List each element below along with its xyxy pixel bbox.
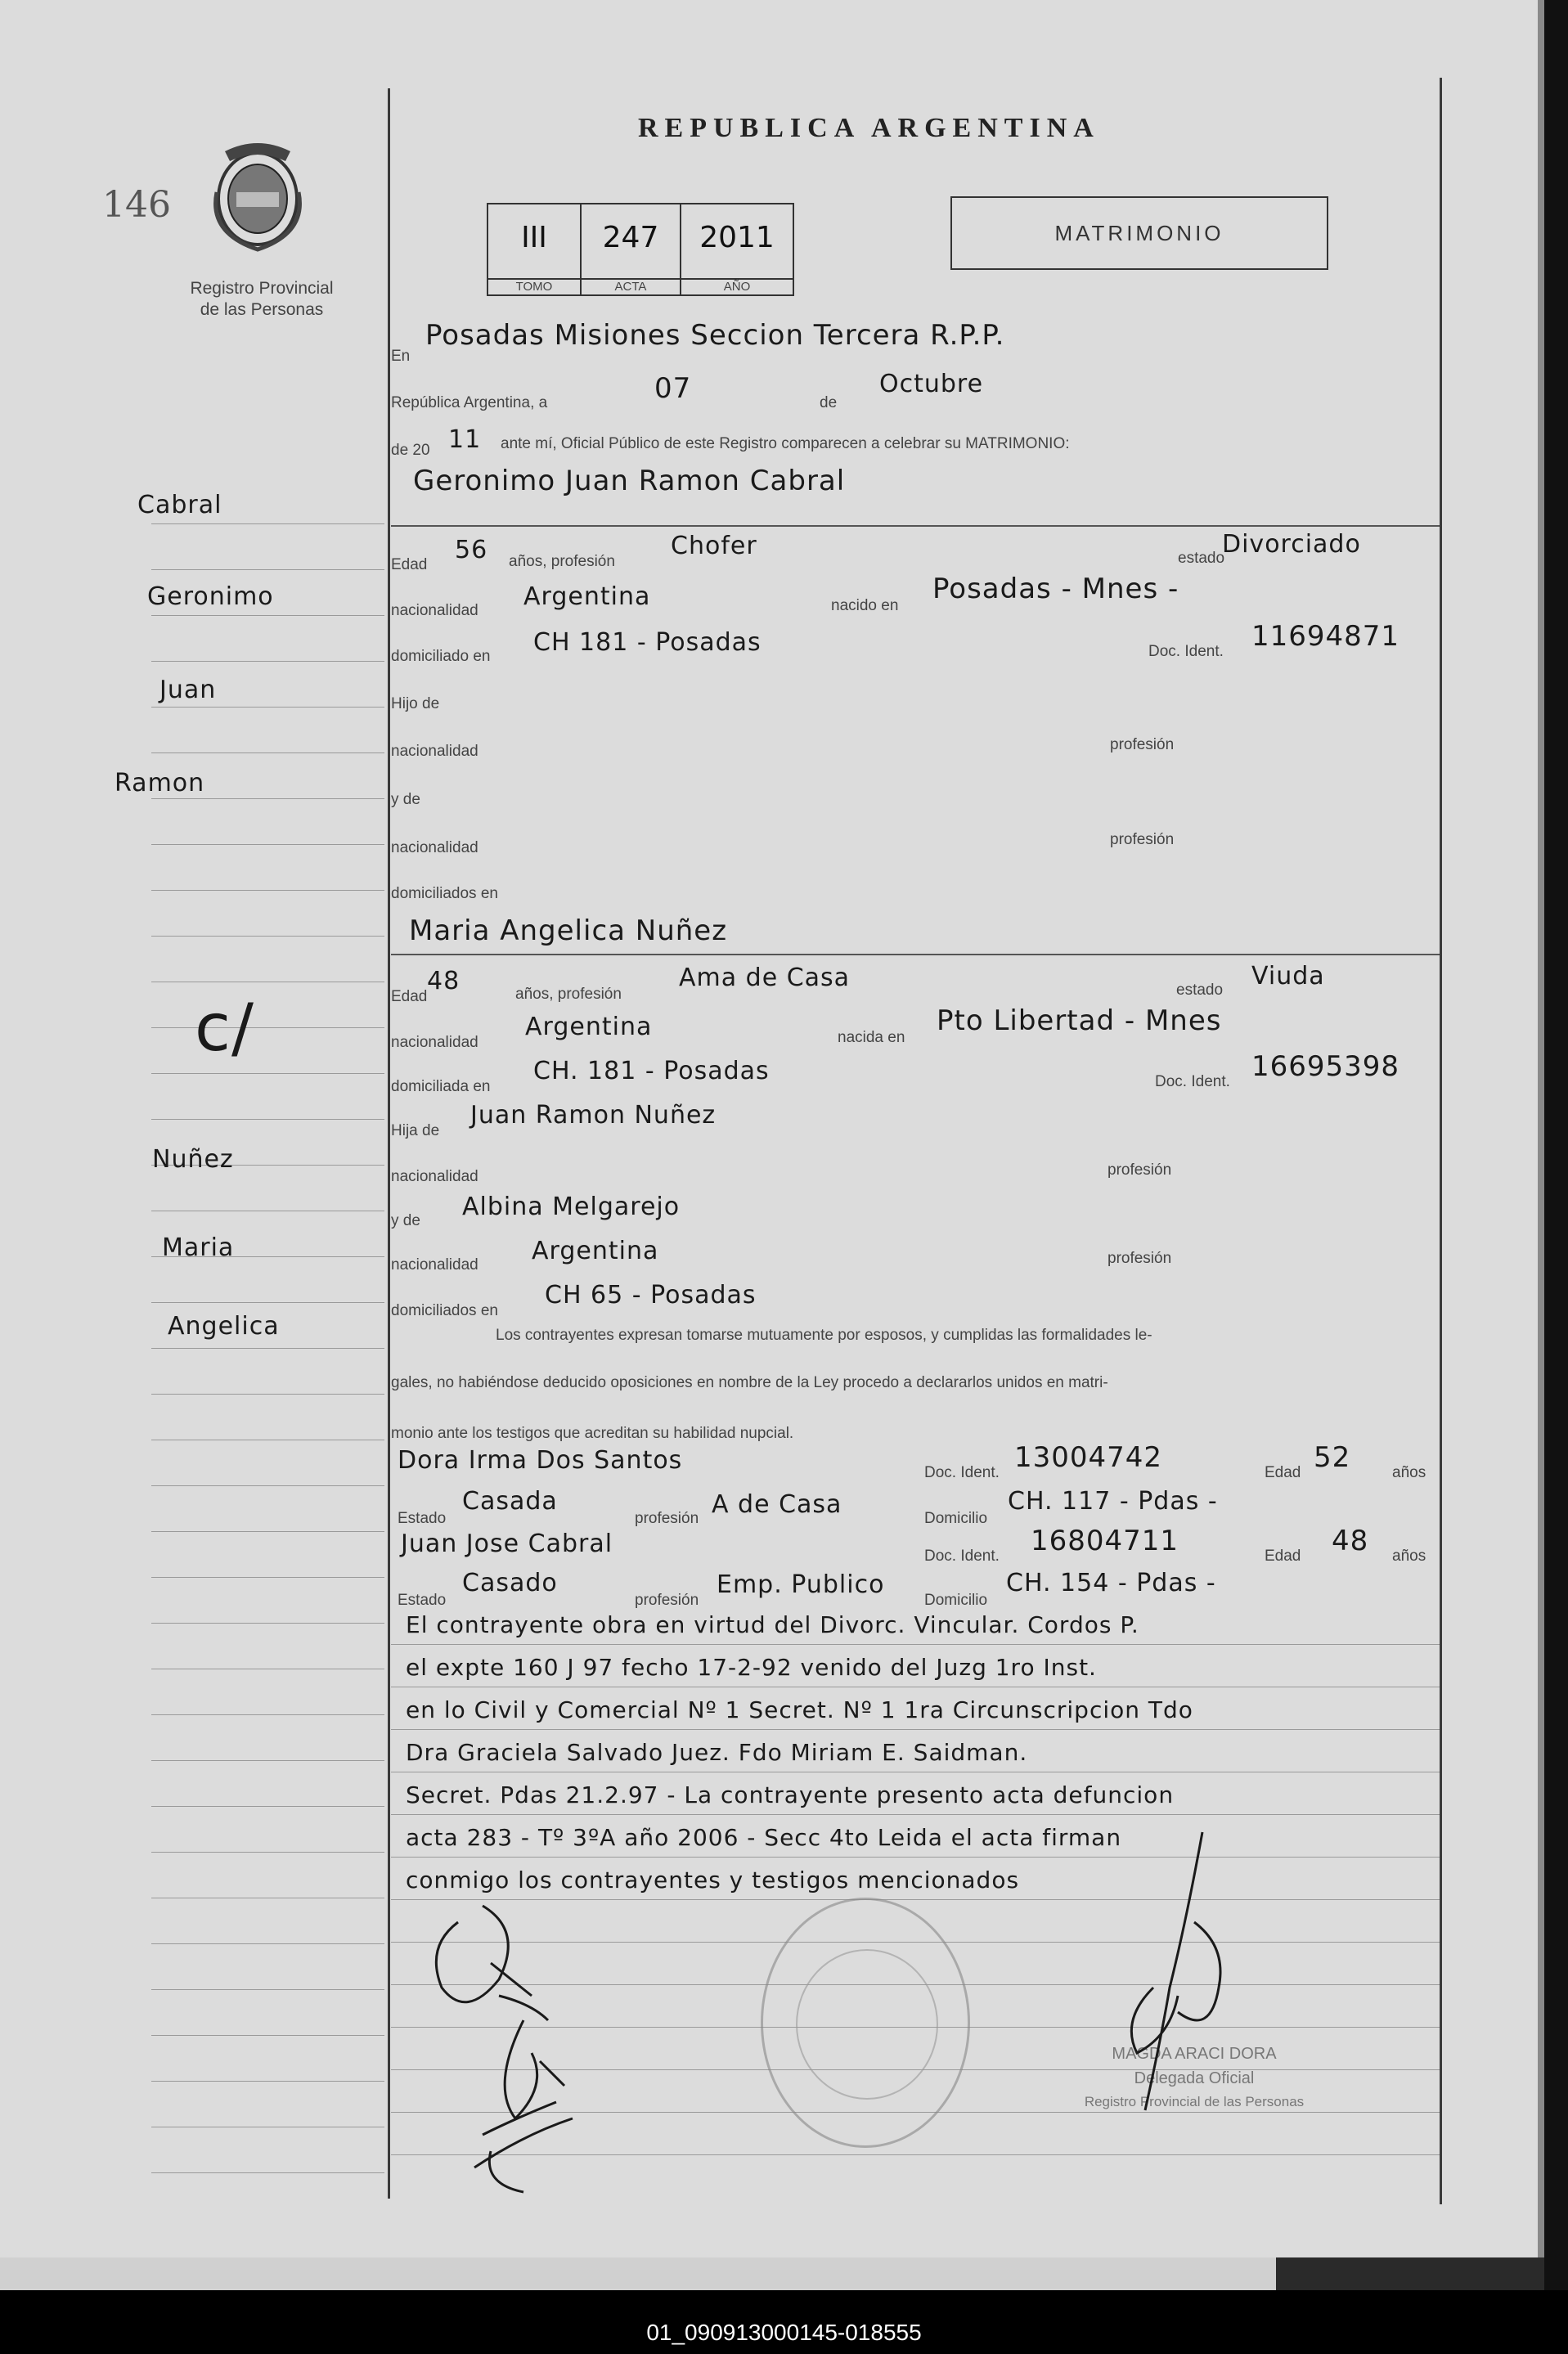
margin-rule-line xyxy=(151,1394,384,1395)
label-estado-1: estado xyxy=(1178,550,1225,567)
label-testigo-1-anios: años xyxy=(1392,1464,1426,1481)
testigo-1-estado: Casada xyxy=(462,1487,558,1516)
margin-rule-line xyxy=(151,523,384,524)
margin-rule-line xyxy=(151,936,384,937)
label-anios-profesion-2: años, profesión xyxy=(515,986,622,1003)
margin-rule-line xyxy=(151,1943,384,1944)
label-testigo-1-estado: Estado xyxy=(398,1510,447,1527)
margin-rule-line xyxy=(151,890,384,891)
label-testigo-2-doc: Doc. Ident. xyxy=(924,1548,1000,1565)
nacionalidad-madre-2-value: Argentina xyxy=(532,1237,659,1265)
anio-value: 2011 xyxy=(699,221,775,254)
testigo-1-domicilio: CH. 117 - Pdas - xyxy=(1008,1487,1218,1516)
margin-word-nunez: Nuñez xyxy=(152,1145,234,1174)
testigo-1-doc: 13004742 xyxy=(1014,1441,1163,1474)
day-value: 07 xyxy=(654,372,692,405)
signature-official-icon xyxy=(1088,1824,1251,2135)
nota-line-3: en lo Civil y Comercial Nº 1 Secret. Nº 1 1ra Circunscripcion Tdo xyxy=(406,1696,1193,1723)
stamp-line-2: Delegada Oficial xyxy=(1134,2069,1255,2087)
anio-cell xyxy=(681,204,793,294)
label-nacionalidad-madre-1: nacionalidad xyxy=(391,839,478,856)
margin-rule-line xyxy=(151,1531,384,1532)
coat-of-arms-icon xyxy=(200,135,315,258)
margin-rule xyxy=(388,88,390,2199)
label-profesion-madre-1: profesión xyxy=(1110,831,1175,848)
margin-rule-line xyxy=(151,1485,384,1486)
contrayente-2-name: Maria Angelica Nuñez xyxy=(409,914,728,947)
margin-word-angelica: Angelica xyxy=(168,1312,280,1341)
testigo-2-doc: 16804711 xyxy=(1031,1525,1179,1557)
domicilio-padres-2-value: CH 65 - Posadas xyxy=(545,1281,757,1310)
margin-rule-line xyxy=(151,2035,384,2036)
label-edad-2: Edad xyxy=(391,988,428,1005)
label-nacionalidad-madre-2: nacionalidad xyxy=(391,1256,478,1274)
year-value: 11 xyxy=(448,425,482,454)
signature-contrayentes-icon xyxy=(409,1873,622,2200)
margin-rule-line xyxy=(151,1806,384,1807)
nota-line-4: Dra Graciela Salvado Juez. Fdo Miriam E. Saidman. xyxy=(406,1739,1028,1766)
label-testigo-2-anios: años xyxy=(1392,1548,1426,1565)
margin-rule-line xyxy=(151,2081,384,2082)
testigo-2-name: Juan Jose Cabral xyxy=(401,1530,613,1558)
label-domiciliada-en: domiciliada en xyxy=(391,1078,491,1095)
domicilio-1-value: CH 181 - Posadas xyxy=(533,628,762,657)
label-testigo-1-profesion: profesión xyxy=(635,1510,699,1527)
tomo-value: III xyxy=(521,221,547,254)
label-estado-2: estado xyxy=(1176,982,1224,999)
estado-2-value: Viuda xyxy=(1251,962,1325,991)
acta-label: ACTA xyxy=(582,278,680,294)
testigo-2-estado: Casado xyxy=(462,1569,558,1597)
declaracion-line-3: monio ante los testigos que acreditan su habilidad nupcial. xyxy=(391,1425,794,1442)
margin-rule-line xyxy=(151,707,384,708)
edad-2-value: 48 xyxy=(427,967,461,995)
month-value: Octubre xyxy=(879,370,984,398)
registry-line-2: de las Personas xyxy=(200,300,324,319)
padre-2-value: Juan Ramon Nuñez xyxy=(470,1101,717,1130)
nota-line-1: El contrayente obra en virtud del Divorc. Vincular. Cordos P. xyxy=(406,1611,1139,1638)
margin-rule-line xyxy=(151,2172,384,2173)
label-testigo-1-edad: Edad xyxy=(1265,1464,1301,1481)
testigo-1-name: Dora Irma Dos Santos xyxy=(398,1446,683,1475)
margin-rule-line xyxy=(151,1119,384,1120)
contrayente-1-name: Geronimo Juan Ramon Cabral xyxy=(413,465,846,497)
page-bottom-edge xyxy=(0,2257,1276,2290)
testigo-2-domicilio: CH. 154 - Pdas - xyxy=(1006,1569,1216,1597)
edad-1-value: 56 xyxy=(455,536,488,564)
margin-rule-line xyxy=(151,752,384,753)
nacionalidad-2-value: Argentina xyxy=(525,1013,653,1041)
doc-1-value: 11694871 xyxy=(1251,620,1400,653)
margin-rule-line xyxy=(151,1027,384,1028)
label-de: de xyxy=(820,394,838,411)
nota-line-6: acta 283 - Tº 3ºA año 2006 - Secc 4to Leida el acta firman xyxy=(406,1824,1122,1851)
label-testigo-2-edad: Edad xyxy=(1265,1548,1301,1565)
margin-rule-line xyxy=(151,798,384,799)
registry-line-1: Registro Provincial xyxy=(190,279,334,298)
tomo-cell xyxy=(488,204,582,294)
margin-word-geronimo: Geronimo xyxy=(147,582,274,611)
nota-line-7: conmigo los contrayentes y testigos mencionados xyxy=(406,1867,1020,1894)
acta-number-box xyxy=(487,203,794,296)
anio-label: AÑO xyxy=(681,278,793,294)
label-testigo-1-doc: Doc. Ident. xyxy=(924,1464,1000,1481)
label-y-de-2: y de xyxy=(391,1212,420,1229)
section-divider-2 xyxy=(391,954,1440,955)
madre-2-value: Albina Melgarejo xyxy=(462,1193,681,1221)
declaracion-line-2: gales, no habiéndose deducido oposiciones en nombre de la Ley procedo a declararlos unidos en matri- xyxy=(391,1374,1108,1391)
margin-word-juan: Juan xyxy=(159,676,217,704)
estado-1-value: Divorciado xyxy=(1222,530,1361,559)
label-republica: República Argentina, a xyxy=(391,394,548,411)
label-nacido-en: nacido en xyxy=(831,597,899,614)
label-domiciliados-en-2: domiciliados en xyxy=(391,1302,498,1319)
margin-rule-line xyxy=(151,844,384,845)
file-id: 01_090913000145-018555 xyxy=(646,2320,922,2345)
margin-word-cabral: Cabral xyxy=(137,491,222,519)
margin-rule-line xyxy=(151,1302,384,1303)
right-rule xyxy=(1440,78,1442,2204)
domicilio-2-value: CH. 181 - Posadas xyxy=(533,1057,770,1085)
label-nacionalidad-padre-2: nacionalidad xyxy=(391,1168,478,1185)
margin-rule-line xyxy=(151,1989,384,1990)
margin-rule-line xyxy=(151,569,384,570)
nota-line-5: Secret. Pdas 21.2.97 - La contrayente presento acta defuncion xyxy=(406,1781,1175,1808)
round-seal-stamp xyxy=(761,1898,970,2148)
label-domiciliado-en: domiciliado en xyxy=(391,648,491,665)
margin-rule-line xyxy=(151,1623,384,1624)
profesion-2-value: Ama de Casa xyxy=(679,964,851,992)
registry-name xyxy=(164,278,360,321)
testigo-1-profesion: A de Casa xyxy=(712,1490,842,1519)
acta-cell xyxy=(582,204,681,294)
label-edad-1: Edad xyxy=(391,556,428,573)
declaracion-line-1: Los contrayentes expresan tomarse mutuamente por esposos, y cumplidas las formalidades le- xyxy=(496,1327,1152,1344)
label-domiciliados-en-1: domiciliados en xyxy=(391,885,498,902)
testigo-1-edad: 52 xyxy=(1314,1441,1351,1474)
label-comparecen: ante mí, Oficial Público de este Registro comparecen a celebrar su MATRIMONIO: xyxy=(501,435,1070,452)
nacionalidad-1-value: Argentina xyxy=(523,582,651,611)
body-rule-line xyxy=(391,1644,1440,1645)
label-doc-ident-1: Doc. Ident. xyxy=(1148,643,1224,660)
profesion-1-value: Chofer xyxy=(671,532,757,560)
place-value: Posadas Misiones Seccion Tercera R.P.P. xyxy=(425,319,1005,352)
label-nacionalidad-padre-1: nacionalidad xyxy=(391,743,478,760)
margin-c-mark: c/ xyxy=(195,990,254,1066)
margin-word-ramon: Ramon xyxy=(115,769,205,797)
label-profesion-padre-1: profesión xyxy=(1110,736,1175,753)
label-y-de-1: y de xyxy=(391,791,420,808)
label-testigo-2-domicilio: Domicilio xyxy=(924,1592,988,1609)
country-title: REPUBLICA ARGENTINA xyxy=(638,113,1100,143)
stamp-line-1: MAGDA ARACI DORA xyxy=(1112,2045,1277,2063)
margin-rule-line xyxy=(151,1577,384,1578)
body-rule-line xyxy=(391,1814,1440,1815)
label-testigo-2-profesion: profesión xyxy=(635,1592,699,1609)
section-divider-1 xyxy=(391,525,1440,527)
label-de-20: de 20 xyxy=(391,442,430,459)
margin-word-maria: Maria xyxy=(162,1233,235,1262)
testigo-2-edad: 48 xyxy=(1332,1525,1369,1557)
label-nacida-en: nacida en xyxy=(838,1029,905,1046)
label-profesion-padre-2: profesión xyxy=(1107,1161,1172,1179)
label-testigo-1-domicilio: Domicilio xyxy=(924,1510,988,1527)
margin-rule-line xyxy=(151,661,384,662)
margin-rule-line xyxy=(151,1348,384,1349)
label-doc-ident-2: Doc. Ident. xyxy=(1155,1073,1230,1090)
doc-2-value: 16695398 xyxy=(1251,1050,1400,1083)
label-anios-profesion-1: años, profesión xyxy=(509,553,615,570)
margin-rule-line xyxy=(151,1760,384,1761)
label-hija-de: Hija de xyxy=(391,1122,440,1139)
tomo-label: TOMO xyxy=(488,278,580,294)
page-number: 146 xyxy=(102,184,171,226)
label-testigo-2-estado: Estado xyxy=(398,1592,447,1609)
book-spine-edge xyxy=(1544,0,1568,2354)
margin-rule-line xyxy=(151,1073,384,1074)
document-type-box: MATRIMONIO xyxy=(950,196,1328,270)
margin-rule-line xyxy=(151,1714,384,1715)
label-hijo-de: Hijo de xyxy=(391,695,440,712)
label-nacionalidad-2: nacionalidad xyxy=(391,1034,478,1051)
body-rule-line xyxy=(391,1729,1440,1730)
label-en: En xyxy=(391,348,411,365)
nacida-en-value: Pto Libertad - Mnes xyxy=(937,1004,1222,1037)
nacido-en-value: Posadas - Mnes - xyxy=(932,573,1179,605)
stamp-line-3: Registro Provincial de las Personas xyxy=(1084,2094,1305,2109)
acta-value: 247 xyxy=(602,221,659,254)
label-nacionalidad-1: nacionalidad xyxy=(391,602,478,619)
margin-rule-line xyxy=(151,1852,384,1853)
label-profesion-madre-2: profesión xyxy=(1107,1250,1172,1267)
nota-line-2: el expte 160 J 97 fecho 17-2-92 venido del Juzg 1ro Inst. xyxy=(406,1654,1097,1681)
testigo-2-profesion: Emp. Publico xyxy=(717,1570,885,1599)
body-rule-line xyxy=(391,1857,1440,1858)
margin-rule-line xyxy=(151,615,384,616)
